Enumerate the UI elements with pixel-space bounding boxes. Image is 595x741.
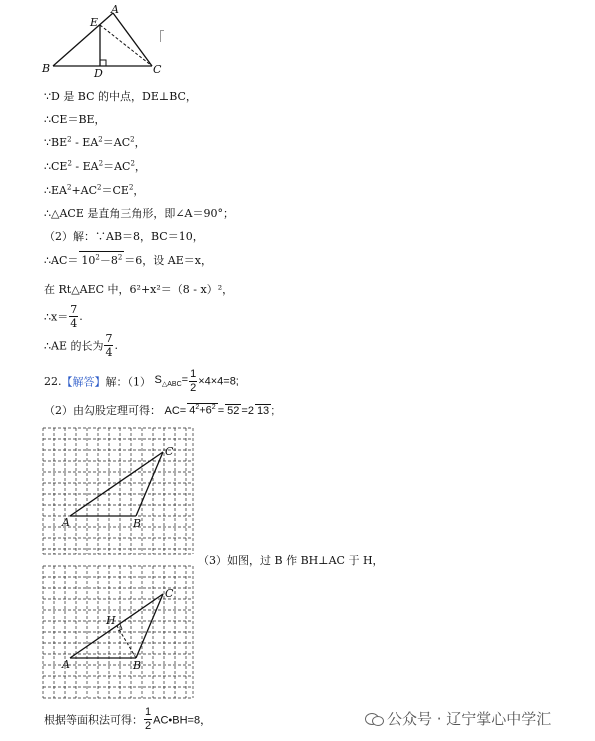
q22-part1: 22.【解答】解：（1） $S_{\triangle ABC}=$ $\frac{1}{2}$ ×4×4=8; — [44, 368, 239, 394]
line-4: $\therefore CE^2 - EA^2=AC^2$， — [44, 159, 146, 173]
watermark: 公众号 · 辽宁掌心中学汇 — [365, 708, 551, 729]
line-10: ∴x＝ $\frac{7}{4}$ . — [44, 303, 83, 330]
line-11: ∴AE 的长为 $\frac{7}{4}$ . — [44, 332, 118, 359]
label-a: A — [111, 4, 119, 16]
label-c: C — [165, 445, 174, 458]
label-d: D — [94, 67, 103, 80]
side-ac — [113, 13, 152, 66]
label-e: E — [90, 16, 99, 29]
label-h: H — [106, 614, 116, 627]
label-b: B — [42, 62, 51, 75]
line-1: ∵D 是 BC 的中点，DE⊥BC， — [44, 90, 197, 103]
right-angle-mark — [100, 60, 106, 66]
bottom-line: 根据等面积法可得： $\frac{1}{2}$ AC•BH=8， — [44, 706, 212, 732]
label-c: C — [153, 63, 162, 76]
line-9: 在 Rt△AEC 中，6²+x²＝（8 - x）²， — [44, 283, 234, 296]
label-b: B — [133, 659, 142, 672]
part3-text: （3）如图，过 B 作 BH⊥AC 于 H， — [198, 554, 384, 567]
line-8: ∴AC＝ $10^2-8^2 =6$，设 AE＝x， — [44, 251, 212, 268]
label-b: B — [133, 517, 142, 530]
wechat-icon — [365, 712, 383, 726]
bracket-mark — [160, 30, 164, 42]
line-3: $\because BE^2 - EA^2=AC^2$， — [44, 135, 146, 149]
line-7: （2）解：∵AB＝8，BC＝10， — [44, 230, 204, 243]
line-2: ∴CE＝BE， — [44, 113, 106, 126]
grid-lines — [43, 566, 193, 698]
side-ab — [53, 13, 113, 66]
line-5: $\therefore EA^2+AC^2=CE^2$， — [44, 183, 145, 197]
line-6: ∴△ACE 是直角三角形，即∠A＝90°； — [44, 207, 235, 220]
label-c: C — [165, 587, 174, 600]
label-a: A — [62, 516, 70, 529]
label-a: A — [62, 658, 70, 671]
grid-figure-1 — [40, 425, 196, 557]
grid-figure-2 — [40, 563, 196, 701]
q22-part2: （2）由勾股定理可得： $AC= 4^2+6^2 = 52 =2$ 13 ; — [44, 404, 275, 417]
triangle-diagram — [40, 4, 170, 80]
